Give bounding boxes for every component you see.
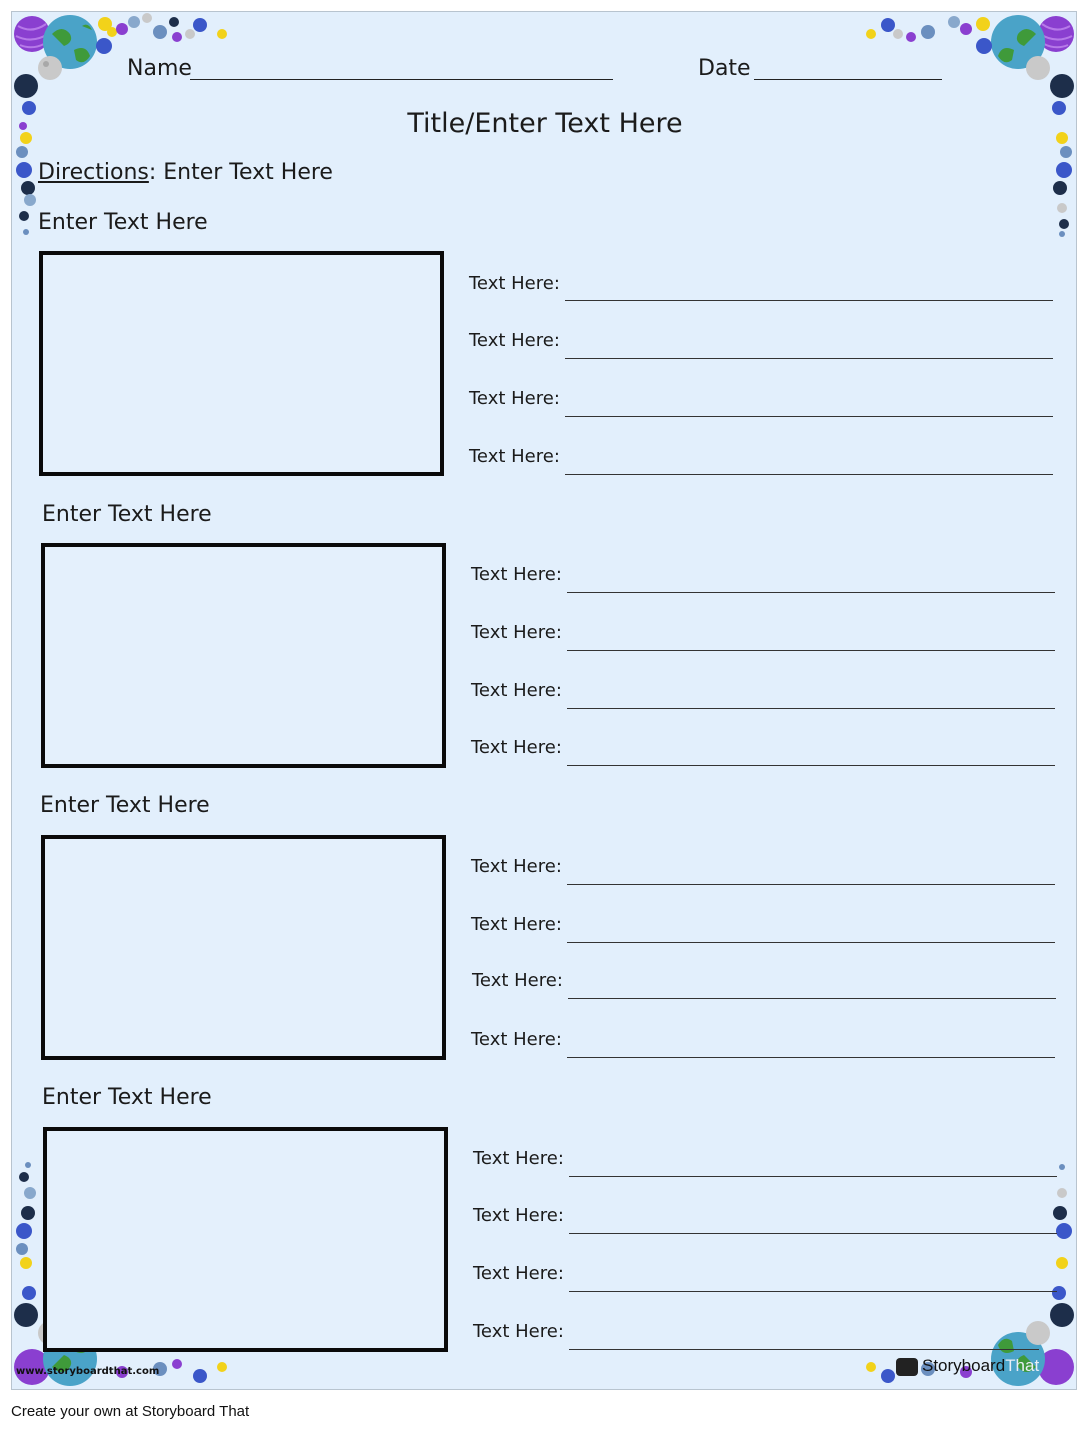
date-label: Date — [698, 56, 751, 81]
answer-line[interactable] — [567, 1057, 1055, 1058]
directions-text: : Enter Text Here — [148, 160, 333, 185]
answer-line[interactable] — [567, 942, 1055, 943]
field-label: Text Here: — [469, 330, 560, 351]
field-label: Text Here: — [471, 622, 562, 643]
field-label: Text Here: — [472, 970, 563, 991]
storyboardthat-logo-icon — [896, 1358, 918, 1376]
field-label: Text Here: — [471, 737, 562, 758]
answer-line[interactable] — [568, 998, 1056, 999]
answer-line[interactable] — [567, 708, 1055, 709]
directions[interactable] — [38, 160, 333, 185]
field-label: Text Here: — [473, 1205, 564, 1226]
field-label: Text Here: — [469, 388, 560, 409]
section-heading[interactable]: Enter Text Here — [42, 502, 212, 527]
answer-line[interactable] — [567, 592, 1055, 593]
answer-line[interactable] — [569, 1291, 1057, 1292]
field-label: Text Here: — [473, 1263, 564, 1284]
field-label: Text Here: — [471, 564, 562, 585]
section-heading[interactable]: Enter Text Here — [42, 1085, 212, 1110]
answer-line[interactable] — [565, 474, 1053, 475]
answer-line[interactable] — [569, 1176, 1057, 1177]
field-label: Text Here: — [471, 1029, 562, 1050]
drawing-box[interactable] — [39, 251, 444, 476]
drawing-box[interactable] — [41, 543, 446, 768]
field-label: Text Here: — [469, 446, 560, 467]
field-label: Text Here: — [469, 273, 560, 294]
brand-that: That — [1005, 1356, 1040, 1375]
answer-line[interactable] — [565, 416, 1053, 417]
name-field[interactable] — [190, 79, 613, 80]
brand-story: Storyboard — [922, 1356, 1006, 1375]
field-label: Text Here: — [471, 680, 562, 701]
answer-line[interactable] — [565, 300, 1053, 301]
brand-logo[interactable] — [896, 1356, 1039, 1376]
field-label: Text Here: — [471, 914, 562, 935]
drawing-box[interactable] — [41, 835, 446, 1060]
answer-line[interactable] — [569, 1349, 1039, 1350]
section-heading[interactable]: Enter Text Here — [38, 210, 208, 235]
answer-line[interactable] — [567, 650, 1055, 651]
field-label: Text Here: — [473, 1321, 564, 1342]
field-label: Text Here: — [473, 1148, 564, 1169]
watermark-url: www.storyboardthat.com — [16, 1366, 160, 1377]
field-label: Text Here: — [471, 856, 562, 877]
answer-line[interactable] — [567, 765, 1055, 766]
answer-line[interactable] — [565, 358, 1053, 359]
create-your-own-caption[interactable]: Create your own at Storyboard That — [11, 1403, 250, 1420]
name-label: Name — [127, 56, 192, 81]
date-field[interactable] — [754, 79, 942, 80]
section-heading[interactable]: Enter Text Here — [40, 793, 210, 818]
page-title[interactable]: Title/Enter Text Here — [407, 108, 683, 139]
drawing-box[interactable] — [43, 1127, 448, 1352]
planet-cluster-bottom-right-icon — [836, 1159, 1076, 1389]
directions-label: Directions — [38, 160, 149, 185]
worksheet-page — [11, 11, 1077, 1390]
answer-line[interactable] — [567, 884, 1055, 885]
answer-line[interactable] — [569, 1233, 1057, 1234]
